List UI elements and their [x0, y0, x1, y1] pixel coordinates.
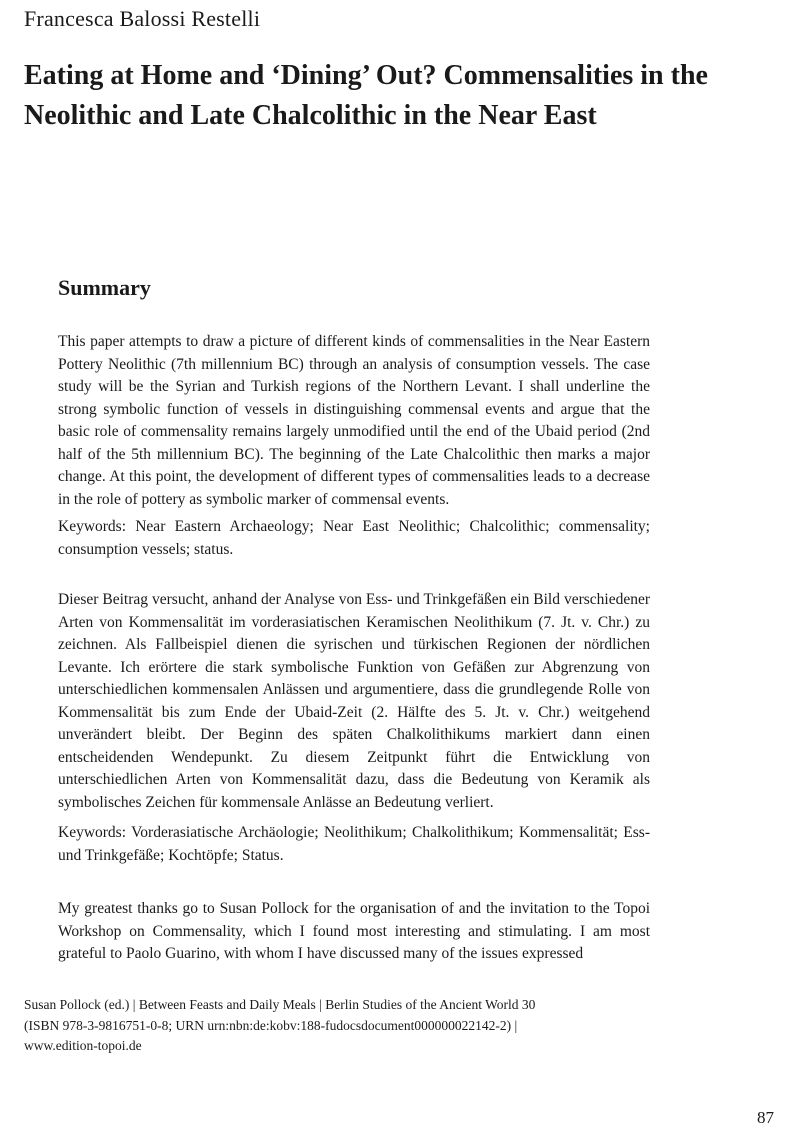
- summary-heading: Summary: [58, 275, 151, 300]
- page-number: 87: [757, 1108, 774, 1127]
- german-abstract: Dieser Beitrag versucht, anhand der Analyse von Ess- und Trinkgefäßen ein Bild verschiedener Arten von Kommensalität im vorderasiatischen Keramischen Neolithikum (7. Jt. v. Chr.) zu zeichnen. Als Fallbeispiel dienen die syrischen und türkischen Regionen der nördlichen Levante. Ich erörtere die stark symbolische Funktion von Gefäßen zur Abgrenzung von unterschiedlichen kommensalen Anlässen und argumentiere, dass die grundlegende Rolle von Kommensalität bis zum Ende der Ubaid-Zeit (2. Hälfte des 5. Jt. v. Chr.) weitgehend unverändert bleibt. Der Beginn des späten Chalkolithikums markiert dann einen entscheidenden Wendepunkt. Zu diesem Zeitpunkt führt die Entwicklung von unterschiedlichen Arten von Kommensalität dazu, dass die Bedeutung von Keramik als symbolisches Zeichen für kommensale Anlässe an Bedeutung verliert.: [58, 591, 650, 811]
- publication-footer: [24, 995, 624, 1057]
- german-keywords: Keywords: Vorderasiatische Archäologie; Neolithikum; Chalkolithikum; Kommensalität; Ess- und Trinkgefäße; Kochtöpfe; Status.: [58, 824, 650, 864]
- english-keywords: Keywords: Near Eastern Archaeology; Near East Neolithic; Chalcolithic; commensality; consumption vessels; status.: [58, 518, 650, 558]
- acknowledgement-paragraph: My greatest thanks go to Susan Pollock for the organisation of and the invitation to the Topoi Workshop on Commensality, which I found most interesting and stimulating. I am most grateful to Paolo Guarino, with whom I have discussed many of the issues expressed: [58, 900, 650, 962]
- english-abstract: This paper attempts to draw a picture of different kinds of commensalities in the Near Eastern Pottery Neolithic (7th millennium BC) through an analysis of consumption vessels. The case study will be the Syrian and Turkish regions of the Northern Levant. I shall underline the strong symbolic function of vessels in distinguishing commensal events and argue that the basic role of commensality remains largely unmodified until the end of the Ubaid period (2nd half of the 5th millennium BC). The beginning of the Late Chalcolithic then marks a major change. At this point, the development of different types of commensalities leads to a decrease in the role of pottery as symbolic marker of commensal events.: [58, 333, 650, 508]
- footer-line-series: Susan Pollock (ed.) | Between Feasts and Daily Meals | Berlin Studies of the Ancient World 30: [24, 997, 536, 1012]
- footer-line-url: www.edition-topoi.de: [24, 1038, 142, 1053]
- footer-line-isbn: (ISBN 978-3-9816751-0-8; URN urn:nbn:de:kobv:188-fudocsdocument000000022142-2) |: [24, 1017, 518, 1033]
- paper-title: Eating at Home and ‘Dining’ Out? Commensalities in the Neolithic and Late Chalcolithic in the Near East: [24, 60, 708, 131]
- author-name: Francesca Balossi Restelli: [24, 6, 261, 31]
